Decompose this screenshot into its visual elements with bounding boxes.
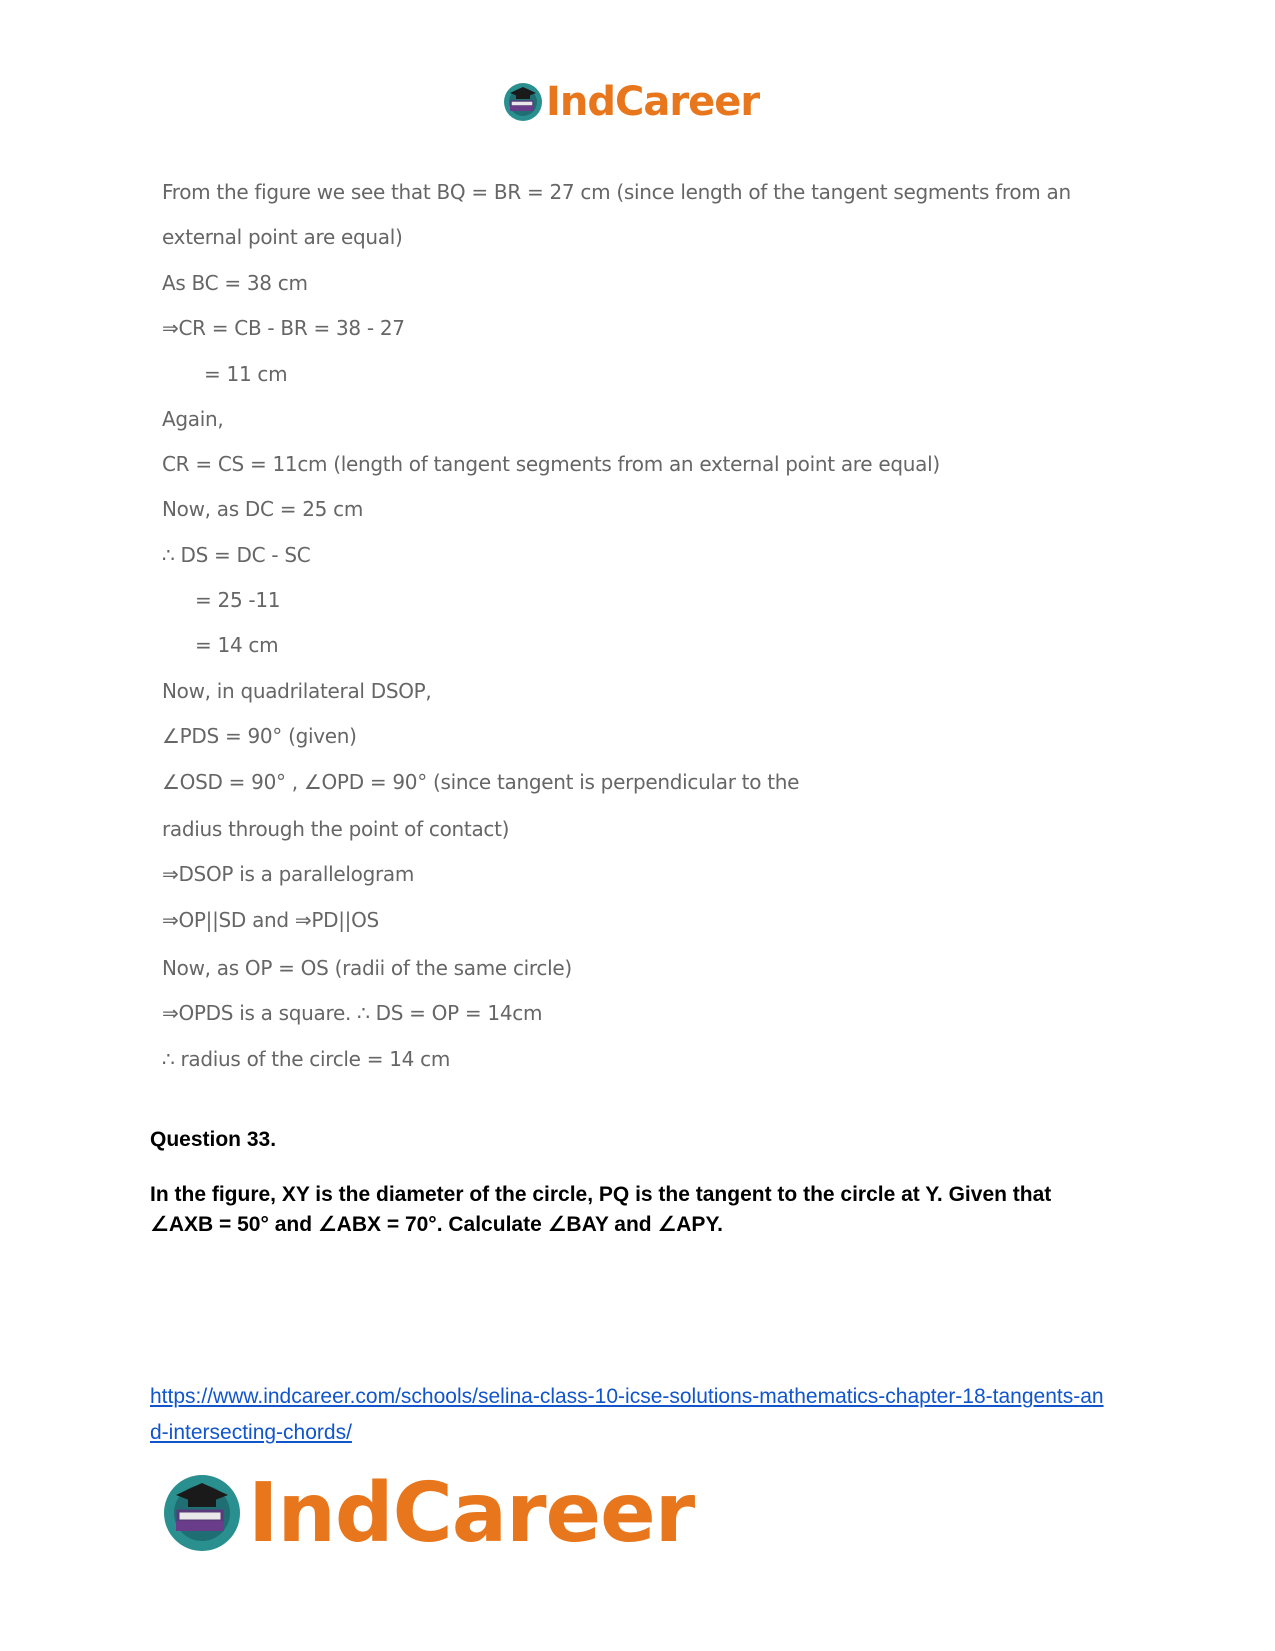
- solution-line: ⇒DSOP is a parallelogram: [162, 862, 415, 886]
- solution-line: Again,: [162, 407, 224, 431]
- solution-line: As BC = 38 cm: [162, 271, 308, 295]
- solution-line: CR = CS = 11cm (length of tangent segments from an external point are equal): [162, 452, 940, 476]
- footer-logo: [160, 1466, 700, 1560]
- question-heading: Question 33.: [150, 1128, 277, 1151]
- question-text: In the figure, XY is the diameter of the circle, PQ is the tangent to the circle at Y. Given that ∠AXB = 50° and ∠ABX = 70°. Calculate ∠BAY and ∠APY.: [150, 1183, 1052, 1236]
- source-link[interactable]: https://www.indcareer.com/schools/selina-class-10-icse-solutions-mathematics-chapter-18-tangents-and-intersecting-chords/: [150, 1385, 1104, 1444]
- solution-line: ⇒OPDS is a square. ∴ DS = OP = 14cm: [162, 1001, 543, 1025]
- solution-line: From the figure we see that BQ = BR = 27 cm (since length of the tangent segments from an: [162, 180, 1071, 204]
- solution-line: ∠PDS = 90° (given): [162, 724, 357, 748]
- solution-line: Now, in quadrilateral DSOP,: [162, 679, 432, 703]
- solution-line: ⇒CR = CB - BR = 38 - 27: [162, 316, 405, 340]
- graduation-books-icon: [502, 81, 544, 123]
- solution-line: ⇒OP||SD and ⇒PD||OS: [162, 908, 379, 932]
- solution-line: = 14 cm: [195, 633, 279, 657]
- logo-text: IndCareer: [546, 79, 760, 125]
- solution-line: ∴ radius of the circle = 14 cm: [162, 1047, 451, 1071]
- solution-line: ∴ DS = DC - SC: [162, 543, 311, 567]
- solution-line: = 25 -11: [195, 588, 281, 612]
- logo-text: IndCareer: [248, 1465, 695, 1561]
- solution-line: = 11 cm: [204, 362, 288, 386]
- header-logo: [502, 78, 772, 126]
- graduation-books-icon: [160, 1471, 244, 1555]
- solution-line: Now, as OP = OS (radii of the same circle): [162, 956, 572, 980]
- solution-line: radius through the point of contact): [162, 817, 510, 841]
- solution-line: ∠OSD = 90° , ∠OPD = 90° (since tangent is perpendicular to the: [162, 770, 800, 794]
- solution-line: external point are equal): [162, 225, 403, 249]
- solution-line: Now, as DC = 25 cm: [162, 497, 364, 521]
